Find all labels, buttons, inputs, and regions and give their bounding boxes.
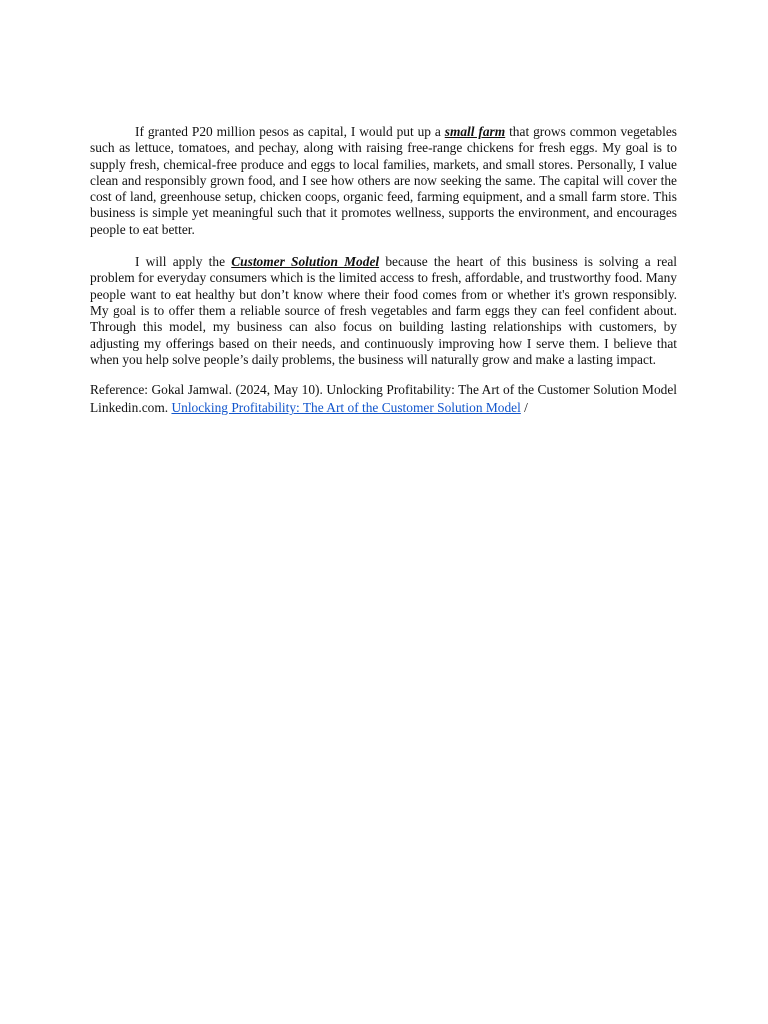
emphasis-small-farm: small farm <box>444 124 506 139</box>
paragraph-business-model <box>90 254 677 368</box>
emphasis-customer-solution-model: Customer Solution Model <box>231 254 380 270</box>
paragraph-2-body: because the heart of this business is solving a real problem for everyday consumers which is the limited access to fresh, affordable, and trustworthy food. Many people want to eat healthy but don’t know where their food comes from or whether it's grown responsibly. My goal is to offer them a reliable source of fresh vegetables and farm eggs they can feel confident about. Through this model, my business can also focus on building lasting relationships with customers, by adjusting my offerings based on their needs, and continuously improving how I serve them. I believe that when you help solve people’s daily problems, the business will naturally grow and make a lasting impact. <box>90 254 677 367</box>
reference-trailing: / <box>520 400 528 416</box>
paragraph-1-body: that grows common vegetables such as lettuce, tomatoes, and pechay, along with raising free-range chickens for fresh eggs. My goal is to supply fresh, chemical-free produce and eggs to local families, markets, and small stores. Personally, I value clean and responsibly grown food, and I see how others are now seeking the same. The capital will cover the cost of land, greenhouse setup, chicken coops, organic feed, farming equipment, and a small farm store. This business is simple yet meaningful such that it promotes wellness, supports the environment, and encourages people to eat better. <box>90 124 677 237</box>
paragraph-1-intro: If granted P20 million pesos as capital, I would put up a <box>135 124 445 139</box>
reference-citation <box>90 381 677 417</box>
paragraph-2-intro: I will apply the <box>135 254 232 270</box>
document-body <box>90 124 677 417</box>
paragraph-business-idea <box>90 124 677 238</box>
reference-link[interactable]: Unlocking Profitability: The Art of the Customer Solution Model <box>171 400 521 416</box>
reference-text: Reference: Gokal Jamwal. (2024, May 10). Unlocking Profitability: The Art of the Customer Solution Model Linkedin.com. <box>90 382 677 416</box>
